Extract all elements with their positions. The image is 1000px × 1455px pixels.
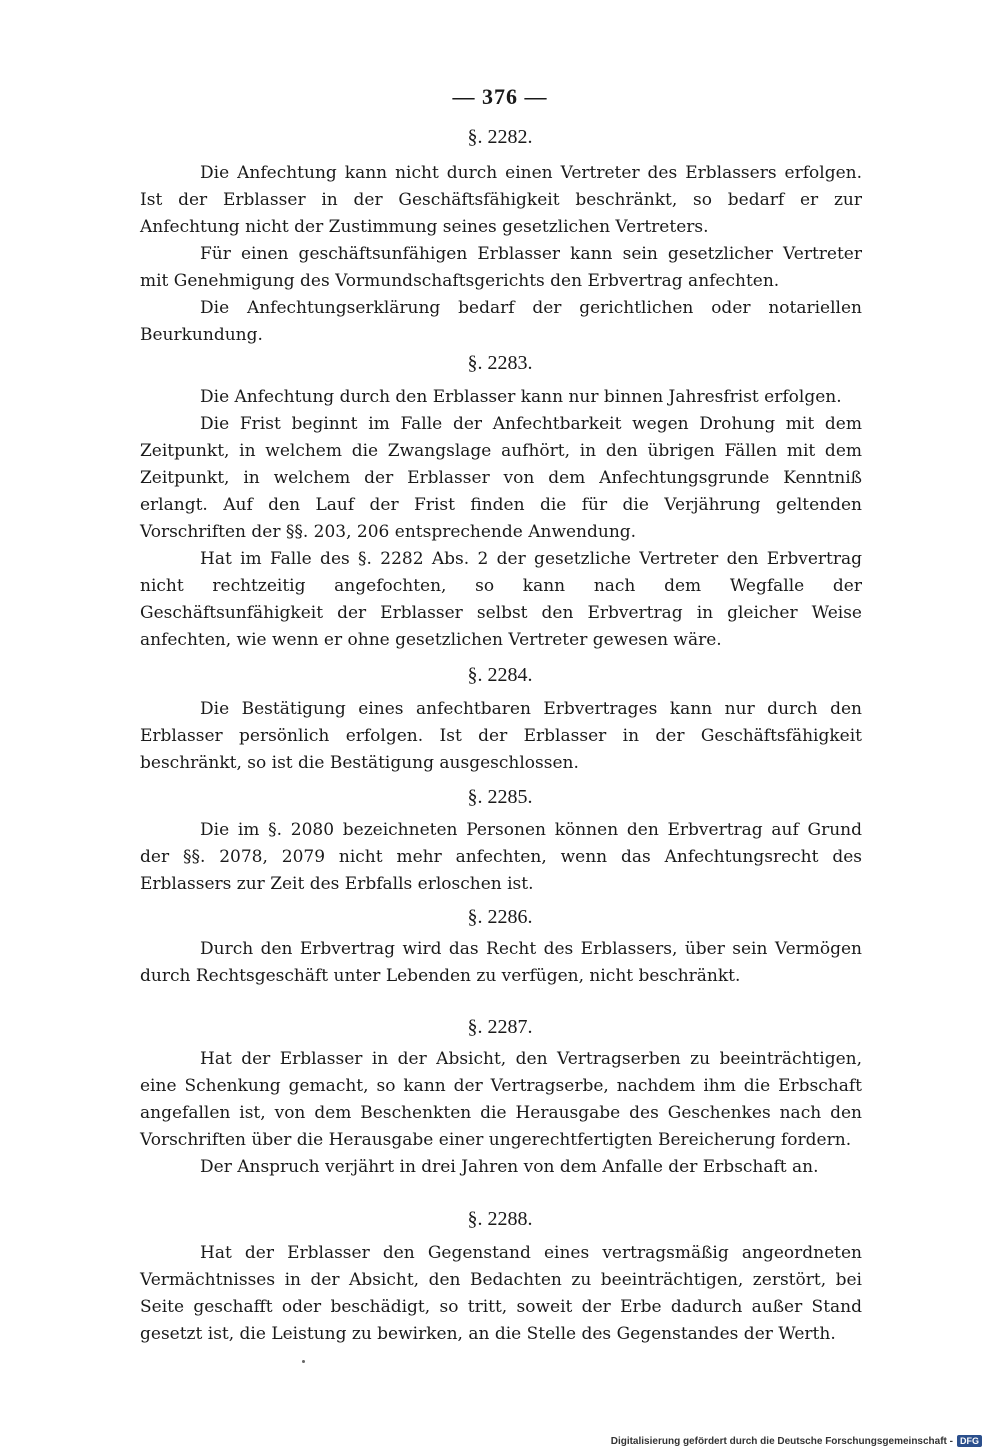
section-heading-2282: §. 2282.: [467, 126, 533, 148]
paragraph-text: Die Anfechtung durch den Erblasser kann nur binnen Jahresfrist erfolgen.: [200, 387, 842, 407]
section-heading-2288: §. 2288.: [467, 1208, 533, 1230]
paragraph: [140, 1154, 862, 1181]
scan-speck: [302, 1360, 305, 1363]
paragraph-text: Die Anfechtung kann nicht durch einen Vertreter des Erblassers erfolgen. Ist der Erblasser in der Geschäftsfähigkeit beschränkt, so bedarf er zur Anfechtung nicht der Zustimmung seines gesetzlichen Vertreters.: [140, 163, 862, 237]
paragraph: [140, 1046, 862, 1154]
paragraph: [140, 295, 862, 349]
paragraph: [140, 696, 862, 777]
section-heading-2284: §. 2284.: [467, 664, 533, 686]
paragraph: [140, 160, 862, 241]
paragraph-text: Hat der Erblasser den Gegenstand eines vertragsmäßig angeordneten Vermächtnisses in der Absicht, den Bedachten zu beeinträchtigen, zerstört, bei Seite geschafft oder beschädigt, so tritt, soweit der Erbe dadurch außer Stand gesetzt ist, die Leistung zu bewirken, an die Stelle des Gegenstandes der Werth.: [140, 1243, 862, 1344]
paragraph-text: Der Anspruch verjährt in drei Jahren von dem Anfalle der Erbschaft an.: [200, 1157, 819, 1177]
paragraph-text: Für einen geschäftsunfähigen Erblasser kann sein gesetzlicher Vertreter mit Genehmigung des Vormundschaftsgerichts den Erbvertrag anfechten.: [140, 244, 862, 291]
page-number: — 376 —: [452, 84, 548, 109]
paragraph: [140, 241, 862, 295]
dfg-logo: DFG: [957, 1435, 982, 1447]
paragraph-text: Die Anfechtungserklärung bedarf der gerichtlichen oder notariellen Beurkundung.: [140, 298, 862, 345]
footer-text: Digitalisierung gefördert durch die Deutsche Forschungsgemeinschaft -: [610, 1435, 953, 1447]
paragraph: [140, 817, 862, 898]
paragraph: [140, 384, 862, 411]
paragraph-text: Die Bestätigung eines anfechtbaren Erbvertrages kann nur durch den Erblasser persönlich erfolgen. Ist der Erblasser in der Geschäftsfähigkeit beschränkt, so ist die Bestätigung ausgeschlossen.: [140, 699, 862, 773]
section-heading-2283: §. 2283.: [467, 352, 533, 374]
section-heading-2286: §. 2286.: [467, 906, 533, 928]
paragraph-text: Die im §. 2080 bezeichneten Personen können den Erbvertrag auf Grund der §§. 2078, 2079 nicht mehr anfechten, wenn das Anfechtungsrecht des Erblassers zur Zeit des Erbfalls erloschen ist.: [140, 820, 862, 894]
paragraph-text: Hat der Erblasser in der Absicht, den Vertragserben zu beeinträchtigen, eine Schenkung gemacht, so kann der Vertragserbe, nachdem ihm die Erbschaft angefallen ist, von dem Beschenkten die Herausgabe des Geschenkes nach den Vorschriften über die Herausgabe einer ungerechtfertigten Bereicherung fordern.: [140, 1049, 862, 1150]
paragraph: [140, 411, 862, 546]
paragraph: [140, 936, 862, 990]
paragraph: [140, 1240, 862, 1348]
paragraph: [140, 546, 862, 654]
section-heading-2287: §. 2287.: [467, 1016, 533, 1038]
paragraph-text: Durch den Erbvertrag wird das Recht des Erblassers, über sein Vermögen durch Rechtsgeschäft unter Lebenden zu verfügen, nicht beschränkt.: [140, 939, 862, 986]
section-heading-2285: §. 2285.: [467, 786, 533, 808]
digitization-footer: [611, 1435, 982, 1447]
paragraph-text: Die Frist beginnt im Falle der Anfechtbarkeit wegen Drohung mit dem Zeitpunkt, in welchem die Zwangslage aufhört, in den übrigen Fällen mit dem Zeitpunkt, in welchem der Erblasser von dem Anfechtungsgrunde Kenntniß erlangt. Auf den Lauf der Frist finden die für die Verjährung geltenden Vorschriften der §§. 203, 206 entsprechende Anwendung.: [140, 414, 862, 542]
paragraph-text: Hat im Falle des §. 2282 Abs. 2 der gesetzliche Vertreter den Erbvertrag nicht rechtzeitig angefochten, so kann nach dem Wegfalle der Geschäftsunfähigkeit der Erblasser selbst den Erbvertrag in gleicher Weise anfechten, wie wenn er ohne gesetzlichen Vertreter gewesen wäre.: [140, 549, 862, 650]
